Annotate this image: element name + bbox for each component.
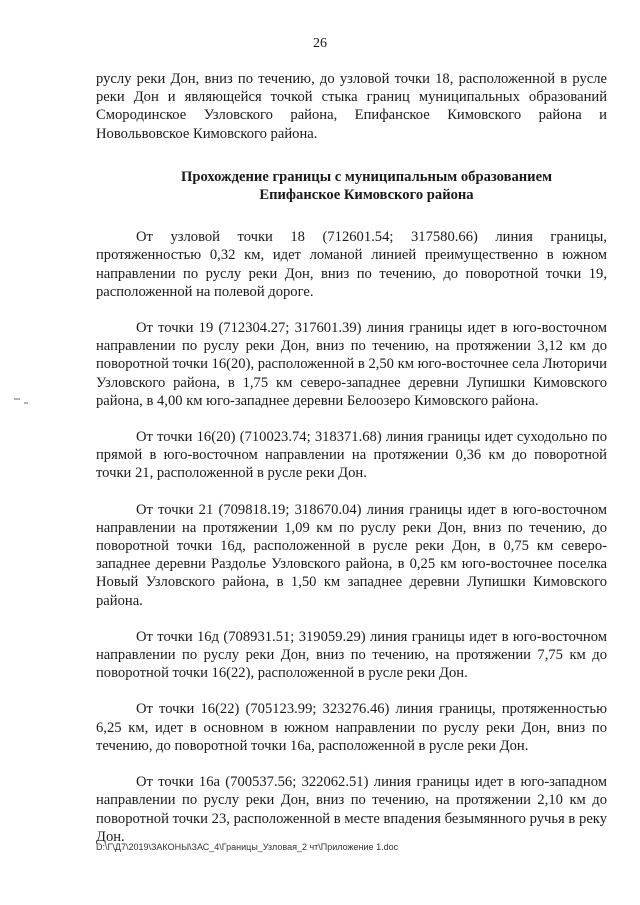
section-heading-line-1: Прохождение границы с муниципальным образованием	[180, 168, 553, 185]
scan-mark	[24, 402, 28, 404]
boundary-paragraph: От точки 16д (708931.51; 319059.29) линия границы идет в юго-восточном направлении по руслу реки Дон, вниз по течению, на протяжении 7,75 км до поворотной точки 16(22), расположенной в русле реки Дон.	[96, 628, 607, 682]
boundary-paragraph: От узловой точки 18 (712601.54; 317580.66) линия границы, протяженностью 0,32 км, идет ломаной линией преимущественно в южном направлении по руслу реки Дон, вниз по течению, до поворотной точки 19, расположенной на полевой дороге.	[96, 229, 607, 300]
section-heading-line-2: Епифанское Кимовского района	[259, 187, 474, 204]
continuation-paragraph: руслу реки Дон, вниз по течению, до узловой точки 18, расположенной в русле реки Дон и являющейся точкой стыка границ муниципальных образований Смородинское Узловского района, Епифанское Кимовского района и Новольвовское Кимовского района.	[96, 71, 607, 142]
page-number: 26	[313, 36, 327, 51]
boundary-paragraph: От точки 21 (709818.19; 318670.04) линия границы идет в юго-восточном направлении на протяжении 1,09 км по руслу реки Дон, вниз по течению, до поворотной точки 16д, расположенной в русле реки Дон, в 0,75 км северо-западнее деревни Раздолье Узловского района, в 0,25 км юго-восточнее поселка Новый Узловского района, в 1,50 км западнее деревни Лупишки Кимовского района.	[96, 501, 607, 609]
boundary-paragraph: От точки 19 (712304.27; 317601.39) линия границы идет в юго-восточном направлении по руслу реки Дон, вниз по течению, на протяжении 3,12 км до поворотной точки 16(20), расположенной в 2,50 км юго-восточнее села Люторичи Узловского района, в 1,75 км северо-западнее деревни Лупишки Кимовского района, в 4,00 км юго-западнее деревни Белоозеро Кимовского района.	[96, 320, 607, 409]
document-body	[96, 70, 607, 864]
section-heading	[96, 168, 607, 204]
boundary-paragraph: От точки 16(20) (710023.74; 318371.68) линия границы идет суходольно по прямой в юго-восточном направлении на протяжении 0,36 км до поворотной точки 21, расположенной в русле реки Дон.	[96, 429, 607, 482]
footer-file-path: D:\Г\Д7\2019\ЗАКОНЫ\ЗАС_4\Границы_Узловая_2 чт\Приложение 1.doc	[96, 842, 399, 852]
boundary-paragraph: От точки 16а (700537.56; 322062.51) линия границы идет в юго-западном направлении по руслу реки Дон, вниз по течению, на протяжении 2,10 км до поворотной точки 23, расположенной в месте впадения безымянного ручья в реку Дон.	[96, 774, 607, 845]
scan-mark	[14, 398, 20, 400]
boundary-paragraph: От точки 16(22) (705123.99; 323276.46) линия границы, протяженностью 6,25 км, идет в основном в южном направлении по руслу реки Дон, вниз по течению, до поворотной точки 16а, расположенной в русле реки Дон.	[96, 701, 607, 754]
